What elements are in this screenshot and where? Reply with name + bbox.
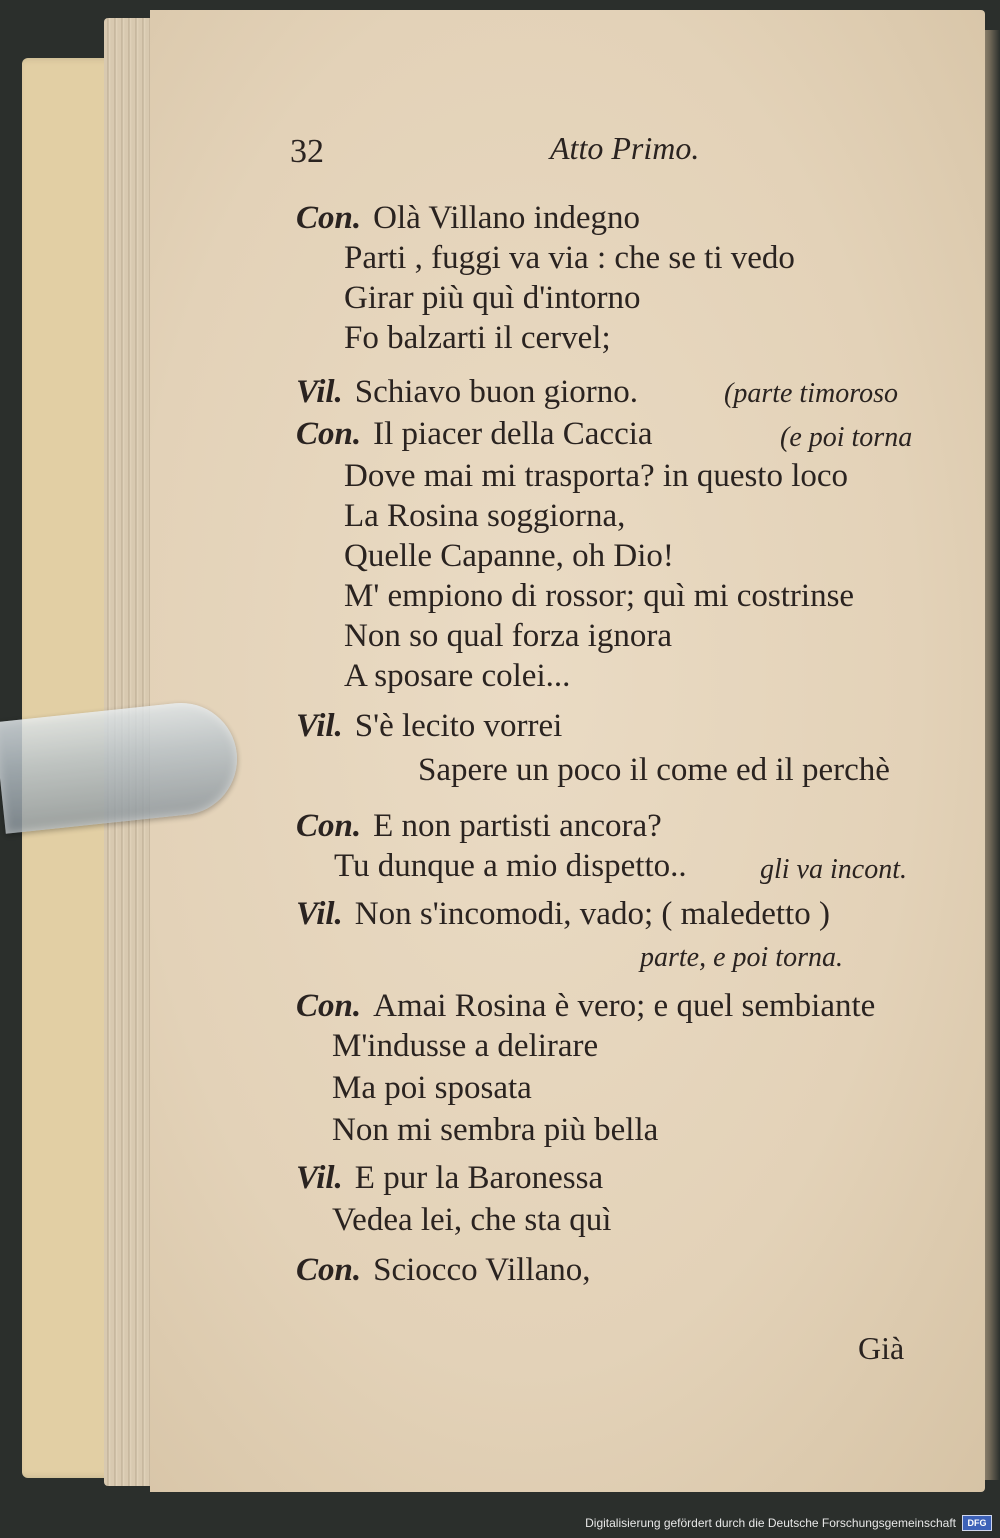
verse-text: Sapere un poco il come ed il perchè (418, 752, 890, 788)
verse-line (296, 414, 653, 454)
verse-text: M' empiono di rossor; quì mi costrinse (344, 578, 855, 614)
verse-text: Non s'incomodi, vado; ( maledetto ) (354, 896, 830, 932)
verse-text: Parti , fuggi va via : che se ti vedo (344, 240, 795, 276)
verse-line (332, 1068, 532, 1108)
verse-text: Schiavo buon giorno. (354, 374, 639, 410)
page-text (150, 10, 985, 1492)
verse-text: E non partisti ancora? (373, 808, 662, 844)
stage-direction: (parte timoroso (724, 378, 898, 409)
speaker-label: Vil. (296, 708, 343, 744)
verse-line (296, 1250, 591, 1290)
verse-text: Girar più quì d'intorno (344, 280, 641, 316)
verse-line (296, 1158, 603, 1198)
verse-text: Fo balzarti il cervel; (344, 320, 611, 356)
speaker-label: Con. (296, 808, 362, 844)
verse-line (344, 576, 854, 616)
verse-line (418, 750, 890, 790)
verse-line (296, 894, 830, 934)
verse-text: Non mi sembra più bella (332, 1112, 659, 1148)
catchword: Già (858, 1330, 905, 1366)
verse-text: La Rosina soggiorna, (344, 498, 626, 534)
verse-line (344, 656, 570, 696)
verse-text: Olà Villano indegno (373, 200, 640, 236)
verse-line (296, 806, 662, 846)
digitization-credit (0, 1508, 1000, 1538)
page-number: 32 (290, 133, 324, 170)
verse-text: Dove mai mi trasporta? in questo loco (344, 458, 849, 494)
verse-line (332, 1110, 658, 1150)
verse-text: Tu dunque a mio dispetto.. (334, 848, 687, 884)
clip-blade (0, 697, 243, 833)
verse-text: S'è lecito vorrei (354, 708, 563, 744)
verse-text: A sposare colei... (344, 658, 571, 694)
verse-text: Non so qual forza ignora (344, 618, 673, 654)
verse-line (296, 986, 875, 1026)
speaker-label: Vil. (296, 1160, 343, 1196)
verse-line (344, 456, 848, 496)
verse-line (296, 706, 562, 746)
verse-text: Ma poi sposata (332, 1070, 532, 1106)
verse-text: Amai Rosina è vero; e quel sembiante (373, 988, 876, 1024)
verse-text: Vedea lei, che sta quì (332, 1202, 612, 1238)
verse-text: Sciocco Villano, (373, 1252, 591, 1288)
verse-line (296, 372, 638, 412)
verse-line (344, 318, 611, 358)
verse-line (296, 198, 640, 238)
verse-text: Il piacer della Caccia (373, 416, 653, 452)
book-page (150, 10, 985, 1492)
verse-line (344, 238, 795, 278)
speaker-label: Vil. (296, 896, 343, 932)
verse-line (332, 1200, 611, 1240)
verse-text: Quelle Capanne, oh Dio! (344, 538, 674, 574)
speaker-label: Con. (296, 988, 362, 1024)
verse-line (344, 278, 640, 318)
verse-text: M'indusse a delirare (332, 1028, 599, 1064)
verse-line (344, 496, 625, 536)
speaker-label: Con. (296, 1252, 362, 1288)
verse-line (334, 846, 687, 886)
speaker-label: Vil. (296, 374, 343, 410)
verse-text: E pur la Baronessa (354, 1160, 604, 1196)
speaker-label: Con. (296, 200, 362, 236)
running-head: Atto Primo. (550, 130, 700, 166)
verse-line (344, 536, 674, 576)
verse-line (344, 616, 672, 656)
stage-direction: gli va incont. (760, 854, 907, 885)
dfg-logo: DFG (962, 1515, 992, 1531)
verse-line (332, 1026, 598, 1066)
speaker-label: Con. (296, 416, 362, 452)
page-holder-clip (0, 712, 238, 844)
credit-text: Digitalisierung gefördert durch die Deutsche Forschungsgemeinschaft (585, 1516, 956, 1530)
stage-direction: parte, e poi torna. (640, 942, 843, 973)
stage-direction: (e poi torna (780, 422, 913, 453)
